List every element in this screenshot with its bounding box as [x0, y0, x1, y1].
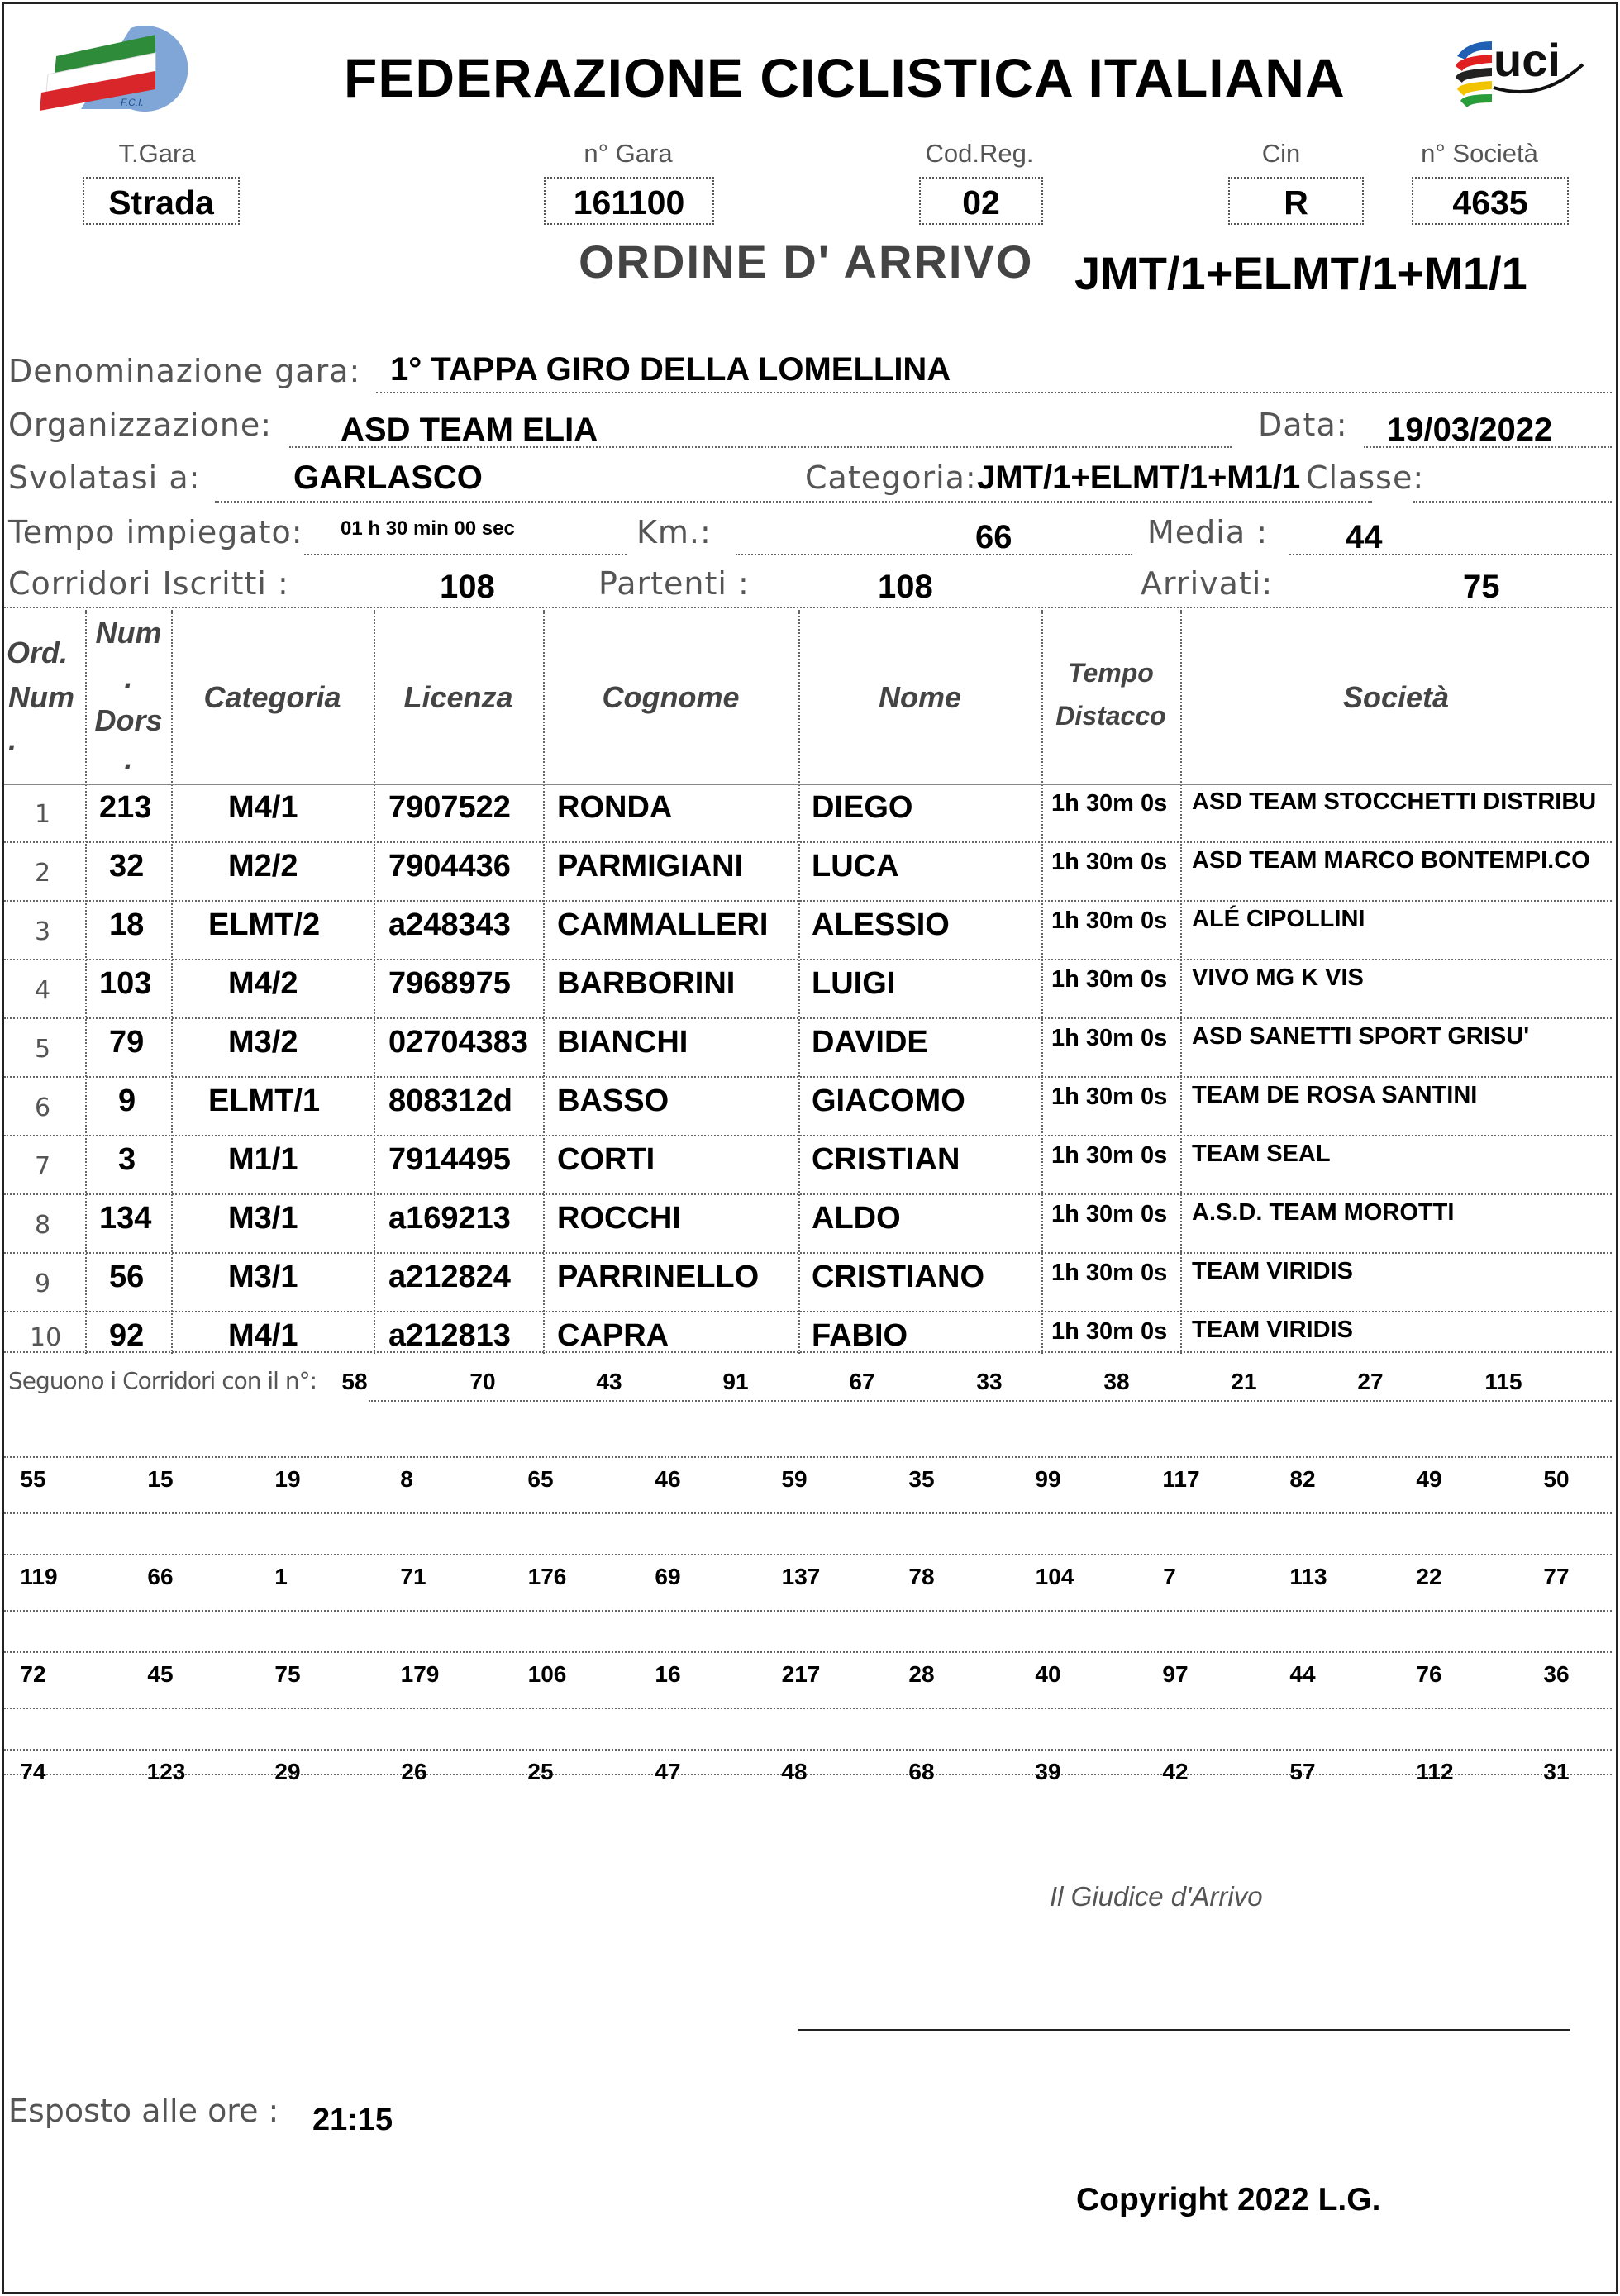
- row-cognome: ROCCHI: [557, 1201, 681, 1236]
- n-gara-box: 161100: [544, 177, 714, 225]
- header-num-3: Dors: [94, 703, 163, 737]
- seguono-number: 57: [1289, 1759, 1316, 1784]
- row-divider: [4, 959, 1612, 960]
- seguono-number: 55: [20, 1466, 46, 1492]
- row-nome: ALESSIO: [812, 907, 950, 942]
- row-ord: 2: [35, 859, 51, 888]
- fci-logo: [31, 23, 201, 114]
- row-licenza: a212824: [388, 1260, 511, 1294]
- seguono-number: 119: [20, 1564, 58, 1589]
- row-num: 56: [109, 1260, 145, 1294]
- km-label: Km.:: [636, 514, 712, 550]
- row-nome: GIACOMO: [812, 1084, 965, 1118]
- row-num: 9: [118, 1084, 136, 1118]
- media-label: Media :: [1147, 514, 1269, 550]
- row-num: 79: [109, 1025, 145, 1060]
- seguono-number: 59: [781, 1466, 808, 1492]
- seguono-number: 45: [147, 1661, 174, 1687]
- row-ord: 7: [35, 1152, 51, 1181]
- seguono-number: 112: [1416, 1759, 1454, 1784]
- organizzazione-label: Organizzazione:: [8, 407, 273, 443]
- row-num: 92: [109, 1318, 145, 1353]
- seguono-number: 72: [20, 1661, 46, 1687]
- seguono-number: 66: [147, 1564, 174, 1589]
- header-num-1: Num: [95, 616, 162, 650]
- data-line: [1364, 446, 1612, 448]
- row-societa: ASD SANETTI SPORT GRISU': [1192, 1023, 1530, 1050]
- svolatasi-label: Svolatasi a:: [8, 460, 201, 496]
- row-num: 213: [99, 790, 152, 825]
- seguono-number: 16: [655, 1661, 681, 1687]
- arrivati-value: 75: [1463, 569, 1500, 605]
- row-licenza: a212813: [388, 1318, 511, 1353]
- row-categoria: M3/1: [228, 1260, 298, 1294]
- header-ord-3: .: [7, 723, 17, 757]
- seguono-number: 50: [1543, 1466, 1570, 1492]
- row-divider: [4, 900, 1612, 902]
- organizzazione-line: [289, 446, 1232, 448]
- seguono-number: 36: [1543, 1661, 1570, 1687]
- seguono-number: 106: [527, 1661, 567, 1687]
- seguono-number: 27: [1357, 1369, 1384, 1394]
- seguono-number: 39: [1035, 1759, 1061, 1784]
- seguono-number: 40: [1035, 1661, 1061, 1687]
- row-ord: 1: [35, 800, 51, 829]
- row-cognome: CAPRA: [557, 1318, 669, 1353]
- federation-title: FEDERAZIONE CICLISTICA ITALIANA: [344, 47, 1346, 108]
- partenti-value: 108: [878, 569, 933, 605]
- row-nome: DIEGO: [812, 790, 913, 825]
- seguono-number: 49: [1416, 1466, 1442, 1492]
- row-licenza: 7907522: [388, 790, 511, 825]
- table-row: [0, 1139, 1616, 1197]
- cin-box: R: [1228, 177, 1364, 225]
- row-tempo: 1h 30m 0s: [1051, 1142, 1168, 1169]
- row-tempo: 1h 30m 0s: [1051, 790, 1168, 817]
- seguono-number: 70: [469, 1369, 496, 1394]
- row-cognome: CAMMALLERI: [557, 907, 769, 942]
- seguono-number: 68: [908, 1759, 935, 1784]
- row-ord: 3: [35, 917, 51, 946]
- seguono-number: 44: [1289, 1661, 1316, 1687]
- table-row: [0, 904, 1616, 962]
- header-ord-2: Num: [8, 680, 74, 714]
- row-nome: DAVIDE: [812, 1025, 928, 1060]
- row-categoria: M4/2: [228, 966, 298, 1001]
- seguono-number: 74: [20, 1759, 46, 1784]
- categoria-label: Categoria:: [805, 460, 977, 496]
- row-licenza: 7914495: [388, 1142, 511, 1177]
- document-title: ORDINE D' ARRIVO: [579, 236, 1034, 288]
- row-societa: ASD TEAM STOCCHETTI DISTRIBU: [1192, 788, 1597, 815]
- seguono-number: 19: [274, 1466, 301, 1492]
- row-num: 32: [109, 849, 145, 884]
- row-licenza: 02704383: [388, 1025, 529, 1060]
- seguono-number: 42: [1162, 1759, 1189, 1784]
- seguono-number: 43: [596, 1369, 622, 1394]
- svg-text:uci: uci: [1494, 34, 1560, 86]
- row-num: 103: [99, 966, 152, 1001]
- row-ord: 6: [35, 1093, 51, 1122]
- table-row: [0, 787, 1616, 845]
- classe-line: [1413, 501, 1612, 503]
- header-tempo-2: Distacco: [1055, 701, 1166, 731]
- seguono-number: 76: [1416, 1661, 1442, 1687]
- row-ord: 8: [35, 1211, 51, 1240]
- seguono-number: 58: [341, 1369, 368, 1394]
- row-divider: [4, 1311, 1612, 1312]
- row-societa: TEAM VIRIDIS: [1192, 1258, 1353, 1284]
- row-tempo: 1h 30m 0s: [1051, 907, 1168, 934]
- organizzazione-value: ASD TEAM ELIA: [341, 412, 598, 448]
- table-row: [0, 846, 1616, 903]
- cin-label: Cin: [1261, 139, 1301, 168]
- seguono-line-1b: [4, 1512, 1612, 1514]
- seguono-line-0: [369, 1400, 1612, 1402]
- seguono-line-3a: [4, 1651, 1612, 1653]
- seguono-number: 48: [781, 1759, 808, 1784]
- row-divider: [4, 1193, 1612, 1195]
- row-ord: 4: [35, 976, 51, 1005]
- row-categoria: M3/1: [228, 1201, 298, 1236]
- arrivati-label: Arrivati:: [1141, 565, 1274, 602]
- seguono-number: 29: [274, 1759, 301, 1784]
- seguono-number: 21: [1231, 1369, 1257, 1394]
- row-categoria: M4/1: [228, 790, 298, 825]
- row-categoria: ELMT/1: [208, 1084, 321, 1118]
- row-societa: TEAM DE ROSA SANTINI: [1192, 1082, 1478, 1108]
- header-ord-1: Ord.: [6, 636, 68, 669]
- row-cognome: BASSO: [557, 1084, 669, 1118]
- esposto-value: 21:15: [312, 2103, 393, 2137]
- km-line: [736, 554, 1132, 555]
- denominazione-label: Denominazione gara:: [8, 353, 361, 389]
- header-cognome: Cognome: [602, 680, 740, 714]
- seguono-number: 65: [527, 1466, 554, 1492]
- categoria-value: JMT/1+ELMT/1+M1/1: [977, 460, 1301, 496]
- row-ord: 9: [35, 1269, 51, 1298]
- seguono-number: 31: [1543, 1759, 1570, 1784]
- t-gara-box: Strada: [83, 177, 240, 225]
- header-num-2: .: [124, 660, 133, 694]
- esposto-label: Esposto alle ore :: [8, 2093, 279, 2129]
- iscritti-value: 108: [440, 569, 495, 605]
- row-divider: [4, 1252, 1612, 1254]
- seguono-label: Seguono i Corridori con il n°:: [8, 1367, 317, 1394]
- seguono-number: 69: [655, 1564, 681, 1589]
- iscritti-label: Corridori Iscritti :: [8, 565, 289, 602]
- n-societa-box: 4635: [1412, 177, 1569, 225]
- row-divider: [4, 1076, 1612, 1078]
- category-code-title: JMT/1+ELMT/1+M1/1: [1074, 247, 1527, 299]
- row-tempo: 1h 30m 0s: [1051, 1025, 1168, 1051]
- row-categoria: M1/1: [228, 1142, 298, 1177]
- partenti-label: Partenti :: [598, 565, 750, 602]
- seguono-number: 117: [1162, 1466, 1200, 1492]
- row-tempo: 1h 30m 0s: [1051, 1318, 1168, 1345]
- svolatasi-line: [215, 501, 1372, 503]
- row-divider: [4, 1017, 1612, 1019]
- table-row: [0, 963, 1616, 1021]
- row-licenza: a169213: [388, 1201, 511, 1236]
- giudice-label: Il Giudice d'Arrivo: [1050, 1881, 1263, 1912]
- header-num-4: .: [124, 741, 133, 775]
- info-bottom-line: [4, 607, 1612, 608]
- seguono-number: 104: [1035, 1564, 1074, 1589]
- seguono-line-2a: [4, 1554, 1612, 1555]
- header-nome: Nome: [878, 680, 962, 714]
- uci-logo: [1451, 23, 1593, 114]
- seguono-number: 115: [1484, 1369, 1522, 1394]
- seguono-number: 26: [401, 1759, 427, 1784]
- row-societa: TEAM VIRIDIS: [1192, 1317, 1353, 1343]
- svg-text:F.C.I.: F.C.I.: [121, 97, 144, 108]
- row-num: 18: [109, 907, 145, 942]
- seguono-number: 97: [1162, 1661, 1189, 1687]
- row-nome: LUCA: [812, 849, 899, 884]
- table-row: [0, 1198, 1616, 1255]
- row-categoria: M2/2: [228, 849, 298, 884]
- seguono-line-2b: [4, 1610, 1612, 1612]
- seguono-number: 176: [527, 1564, 567, 1589]
- seguono-number: 15: [147, 1466, 174, 1492]
- tempo-value: 01 h 30 min 00 sec: [341, 517, 515, 540]
- table-row: [0, 1256, 1616, 1314]
- seguono-number: 99: [1035, 1466, 1061, 1492]
- seguono-number: 179: [400, 1661, 440, 1687]
- data-label: Data:: [1258, 407, 1348, 443]
- row-cognome: PARRINELLO: [557, 1260, 760, 1294]
- row-categoria: M4/1: [228, 1318, 298, 1353]
- seguono-number: 22: [1416, 1564, 1442, 1589]
- tempo-line: [304, 554, 627, 555]
- row-ord: 5: [35, 1035, 51, 1064]
- row-societa: ASD TEAM MARCO BONTEMPI.CO: [1192, 847, 1590, 874]
- t-gara-label: T.Gara: [118, 139, 196, 168]
- row-nome: ALDO: [812, 1201, 901, 1236]
- seguono-number: 71: [400, 1564, 426, 1589]
- row-ord: 10: [30, 1323, 62, 1352]
- classe-label: Classe:: [1306, 460, 1425, 496]
- row-num: 134: [99, 1201, 152, 1236]
- seguono-number: 217: [781, 1661, 821, 1687]
- table-row: [0, 1022, 1616, 1079]
- row-tempo: 1h 30m 0s: [1051, 966, 1168, 993]
- row-divider: [4, 1351, 1612, 1353]
- seguono-number: 28: [908, 1661, 935, 1687]
- row-cognome: PARMIGIANI: [557, 849, 744, 884]
- seguono-number: 7: [1163, 1564, 1176, 1589]
- copyright: Copyright 2022 L.G.: [1076, 2182, 1381, 2217]
- seguono-number: 1: [274, 1564, 288, 1589]
- row-cognome: CORTI: [557, 1142, 655, 1177]
- row-divider: [4, 1135, 1612, 1136]
- header-divider: [4, 784, 1612, 785]
- row-societa: ALÉ CIPOLLINI: [1192, 906, 1365, 932]
- row-categoria: ELMT/2: [208, 907, 321, 942]
- cod-reg-label: Cod.Reg.: [925, 139, 1034, 168]
- seguono-number: 8: [400, 1466, 413, 1492]
- seguono-number: 46: [655, 1466, 681, 1492]
- km-value: 66: [975, 519, 1012, 555]
- media-value: 44: [1346, 519, 1383, 555]
- row-nome: CRISTIAN: [812, 1142, 960, 1177]
- seguono-number: 33: [976, 1369, 1003, 1394]
- row-tempo: 1h 30m 0s: [1051, 1084, 1168, 1110]
- svolatasi-value: GARLASCO: [293, 460, 483, 496]
- data-value: 19/03/2022: [1387, 412, 1553, 448]
- seguono-line-3b: [4, 1708, 1612, 1709]
- row-cognome: BIANCHI: [557, 1025, 688, 1060]
- denominazione-line: [376, 392, 1612, 393]
- row-tempo: 1h 30m 0s: [1051, 849, 1168, 875]
- seguono-number: 82: [1289, 1466, 1316, 1492]
- row-tempo: 1h 30m 0s: [1051, 1201, 1168, 1227]
- row-divider: [4, 841, 1612, 843]
- seguono-number: 75: [274, 1661, 301, 1687]
- tempo-label: Tempo impiegato:: [8, 514, 303, 550]
- row-nome: CRISTIANO: [812, 1260, 984, 1294]
- header-tempo-1: Tempo: [1068, 658, 1154, 688]
- header-licenza: Licenza: [403, 680, 513, 714]
- row-licenza: 7968975: [388, 966, 511, 1001]
- seguono-number: 67: [849, 1369, 875, 1394]
- header-categoria: Categoria: [203, 680, 341, 714]
- signature-line: [798, 2029, 1570, 2031]
- row-cognome: RONDA: [557, 790, 673, 825]
- seguono-number: 123: [146, 1759, 186, 1784]
- row-licenza: a248343: [388, 907, 511, 942]
- header-societa: Società: [1342, 680, 1450, 714]
- seguono-number: 25: [527, 1759, 554, 1784]
- row-nome: LUIGI: [812, 966, 896, 1001]
- row-nome: FABIO: [812, 1318, 908, 1353]
- media-line: [1289, 554, 1612, 555]
- table-row: [0, 1315, 1616, 1373]
- seguono-number: 77: [1543, 1564, 1570, 1589]
- seguono-number: 47: [655, 1759, 681, 1784]
- row-categoria: M3/2: [228, 1025, 298, 1060]
- seguono-number: 35: [908, 1466, 935, 1492]
- denominazione-value: 1° TAPPA GIRO DELLA LOMELLINA: [390, 351, 951, 388]
- row-societa: TEAM SEAL: [1192, 1141, 1331, 1167]
- seguono-line-1a: [4, 1456, 1612, 1458]
- row-societa: VIVO MG K VIS: [1192, 965, 1364, 991]
- row-cognome: BARBORINI: [557, 966, 736, 1001]
- n-societa-label: n° Società: [1421, 139, 1538, 168]
- seguono-number: 113: [1289, 1564, 1327, 1589]
- row-societa: A.S.D. TEAM MOROTTI: [1192, 1199, 1455, 1226]
- n-gara-label: n° Gara: [584, 139, 673, 168]
- seguono-number: 78: [908, 1564, 935, 1589]
- row-num: 3: [118, 1142, 136, 1177]
- seguono-number: 91: [722, 1369, 749, 1394]
- row-licenza: 7904436: [388, 849, 511, 884]
- table-row: [0, 1080, 1616, 1138]
- cod-reg-box: 02: [919, 177, 1043, 225]
- seguono-number: 137: [781, 1564, 821, 1589]
- seguono-line-4a: [4, 1749, 1612, 1751]
- row-licenza: 808312d: [388, 1084, 513, 1118]
- row-tempo: 1h 30m 0s: [1051, 1260, 1168, 1286]
- seguono-number: 38: [1103, 1369, 1130, 1394]
